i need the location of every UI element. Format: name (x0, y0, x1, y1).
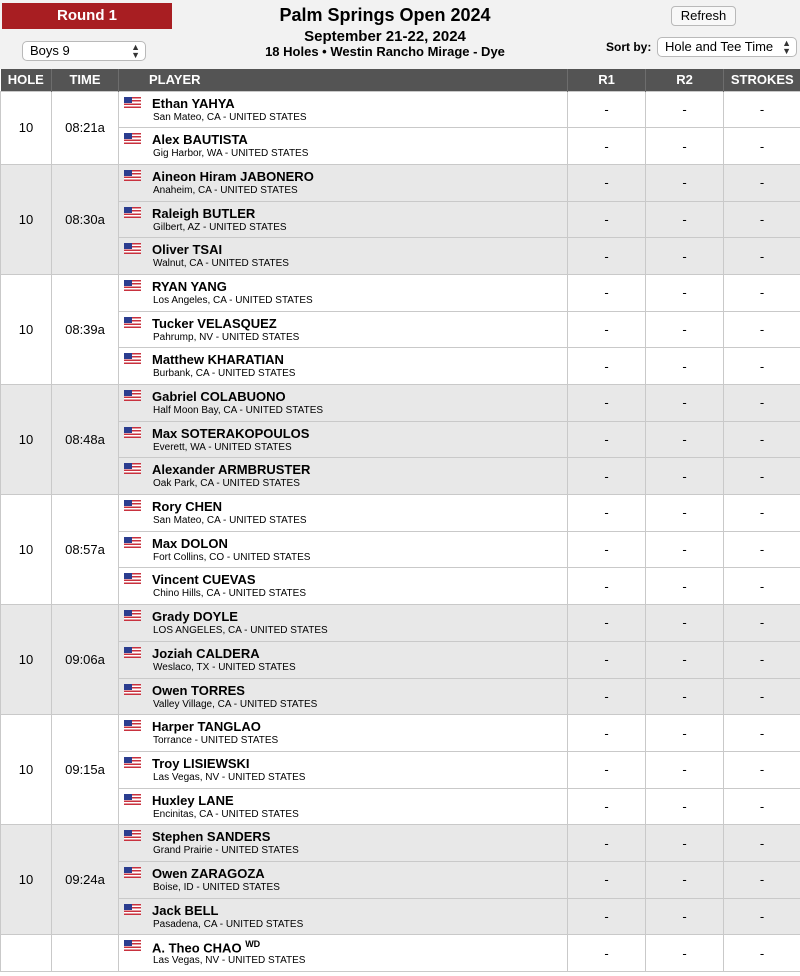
round-2-score: - (646, 458, 724, 495)
player-name[interactable]: Owen TORRES (152, 682, 245, 698)
player-name[interactable]: Jack BELL (152, 902, 219, 918)
player-name-wrap[interactable] (152, 793, 234, 808)
round-2-score: - (646, 495, 724, 532)
tee-time-cell: 08:48a (52, 385, 119, 495)
us-flag-icon (124, 720, 141, 731)
round-1-score: - (568, 788, 646, 825)
player-name-wrap[interactable] (152, 719, 261, 734)
round-1-score: - (568, 641, 646, 678)
tee-time-cell: 09:15a (52, 715, 119, 825)
player-cell (119, 128, 568, 165)
player-name[interactable]: A. Theo CHAO (152, 940, 242, 956)
round-2-score: - (646, 568, 724, 605)
round-2-score: - (646, 311, 724, 348)
player-location: Gilbert, AZ - UNITED STATES (153, 221, 287, 233)
player-cell (119, 531, 568, 568)
table-row (1, 274, 800, 311)
round-1-score: - (568, 715, 646, 752)
player-cell (119, 385, 568, 422)
strokes-total: - (724, 678, 800, 715)
table-row (1, 825, 800, 862)
refresh-button[interactable]: Refresh (671, 6, 736, 26)
strokes-total: - (724, 164, 800, 201)
player-location: San Mateo, CA - UNITED STATES (153, 111, 307, 123)
player-name-wrap[interactable] (152, 829, 270, 844)
us-flag-icon (124, 904, 141, 915)
player-name-wrap[interactable] (152, 572, 256, 587)
player-name[interactable]: Joziah CALDERA (152, 645, 260, 661)
us-flag-icon (124, 280, 141, 291)
strokes-total: - (724, 788, 800, 825)
us-flag-icon (124, 940, 141, 951)
tee-time-cell (52, 935, 119, 972)
player-cell (119, 421, 568, 458)
player-location: Pahrump, NV - UNITED STATES (153, 331, 300, 343)
strokes-total: - (724, 495, 800, 532)
player-cell (119, 164, 568, 201)
round-1-score: - (568, 898, 646, 935)
hole-cell: 10 (1, 385, 52, 495)
hole-cell: 10 (1, 605, 52, 715)
player-name[interactable]: Grady DOYLE (152, 609, 238, 625)
table-row (1, 751, 800, 788)
player-name-wrap[interactable] (152, 242, 222, 257)
player-name-wrap[interactable] (152, 939, 260, 955)
column-header-time[interactable]: TIME (52, 69, 119, 91)
round-2-score: - (646, 421, 724, 458)
player-name[interactable]: Gabriel COLABUONO (152, 389, 286, 404)
round-1-score: - (568, 201, 646, 238)
strokes-total: - (724, 751, 800, 788)
tournament-title: Palm Springs Open 2024 (279, 5, 491, 25)
round-1-score: - (568, 91, 646, 128)
hole-cell: 10 (1, 91, 52, 164)
round-2-score: - (646, 898, 724, 935)
round-1-score: - (568, 128, 646, 165)
player-cell (119, 348, 568, 385)
player-name[interactable]: Owen ZARAGOZA (152, 865, 265, 881)
player-cell (119, 568, 568, 605)
strokes-total: - (724, 274, 800, 311)
player-cell (119, 751, 568, 788)
player-location: Everett, WA - UNITED STATES (153, 441, 292, 453)
player-location: Pasadena, CA - UNITED STATES (153, 918, 304, 930)
player-name-wrap[interactable] (152, 462, 310, 477)
round-1-score: - (568, 825, 646, 862)
round-2-score: - (646, 605, 724, 642)
us-flag-icon (124, 867, 141, 878)
table-row (1, 385, 800, 422)
table-body (1, 91, 800, 972)
player-name[interactable]: Harper TANGLAO (152, 719, 261, 735)
player-location: Oak Park, CA - UNITED STATES (153, 478, 300, 490)
player-location: Half Moon Bay, CA - UNITED STATES (153, 405, 324, 416)
round-1-score: - (568, 531, 646, 568)
round-2-score: - (646, 201, 724, 238)
column-header-r1[interactable]: R1 (568, 69, 646, 91)
player-name-wrap[interactable] (152, 756, 250, 771)
course-info: 18 Holes • Westin Rancho Mirage - Dye (265, 44, 505, 59)
player-location: Torrance - UNITED STATES (153, 735, 279, 747)
round-1-score: - (568, 458, 646, 495)
us-flag-icon (124, 463, 141, 474)
tee-time-cell: 08:30a (52, 164, 119, 274)
table-row (1, 201, 800, 238)
player-cell (119, 861, 568, 898)
player-name-wrap[interactable] (152, 499, 222, 514)
select-chevron-icon: ▲ ▼ (131, 42, 140, 60)
strokes-total: - (724, 715, 800, 752)
player-name-wrap[interactable] (152, 609, 238, 624)
hole-cell: 10 (1, 715, 52, 825)
player-name-wrap[interactable] (152, 169, 314, 184)
player-cell (119, 311, 568, 348)
player-cell (119, 898, 568, 935)
round-1-score: - (568, 164, 646, 201)
strokes-total: - (724, 238, 800, 275)
column-header-r2[interactable]: R2 (646, 69, 724, 91)
player-name[interactable]: Oliver TSAI (152, 242, 223, 258)
player-cell (119, 605, 568, 642)
round-2-score: - (646, 91, 724, 128)
strokes-total: - (724, 861, 800, 898)
us-flag-icon (124, 170, 141, 181)
hole-cell: 10 (1, 825, 52, 935)
us-flag-icon (124, 427, 141, 438)
player-name-wrap[interactable] (152, 866, 265, 881)
select-chevron-icon: ▲ ▼ (782, 38, 791, 56)
player-location: Encinitas, CA - UNITED STATES (153, 808, 299, 820)
round-2-score: - (646, 128, 724, 165)
strokes-total: - (724, 825, 800, 862)
player-name[interactable]: Troy LISIEWSKI (152, 755, 250, 771)
round-1-score: - (568, 385, 646, 422)
page-header (0, 0, 800, 69)
round-2-score: - (646, 385, 724, 422)
player-location: Gig Harbor, WA - UNITED STATES (153, 148, 309, 160)
us-flag-icon (124, 243, 141, 254)
round-1-score: - (568, 605, 646, 642)
us-flag-icon (124, 500, 141, 511)
round-2-score: - (646, 274, 724, 311)
player-location: Valley Village, CA - UNITED STATES (153, 698, 318, 710)
round-2-score: - (646, 751, 724, 788)
us-flag-icon (124, 684, 141, 695)
player-name[interactable]: Stephen SANDERS (152, 829, 271, 845)
sort-select[interactable] (657, 37, 797, 57)
player-location: Anaheim, CA - UNITED STATES (153, 184, 298, 196)
column-header-strokes[interactable]: STROKES (724, 69, 800, 91)
us-flag-icon (124, 794, 141, 805)
strokes-total: - (724, 458, 800, 495)
strokes-total: - (724, 605, 800, 642)
us-flag-icon (124, 207, 141, 218)
player-name[interactable]: Alexander ARMBRUSTER (152, 462, 311, 478)
round-1-score: - (568, 861, 646, 898)
round-1-score: - (568, 274, 646, 311)
player-name-wrap[interactable] (152, 646, 260, 661)
player-cell (119, 788, 568, 825)
player-location: Chino Hills, CA - UNITED STATES (153, 588, 306, 600)
player-name-wrap[interactable] (152, 316, 277, 331)
player-location: Boise, ID - UNITED STATES (153, 881, 280, 893)
strokes-total: - (724, 935, 800, 972)
hole-cell: 10 (1, 495, 52, 605)
column-header-hole[interactable]: HOLE (1, 69, 52, 91)
division-select[interactable] (22, 41, 146, 61)
player-name[interactable]: Ethan YAHYA (152, 95, 235, 111)
us-flag-icon (124, 133, 141, 144)
player-cell (119, 495, 568, 532)
round-2-score: - (646, 825, 724, 862)
strokes-total: - (724, 568, 800, 605)
table-row (1, 568, 800, 605)
player-name[interactable]: Matthew KHARATIAN (152, 352, 284, 368)
player-name[interactable]: RYAN YANG (152, 278, 227, 294)
us-flag-icon (124, 647, 141, 658)
column-header-player[interactable]: PLAYER (119, 69, 568, 91)
table-row (1, 421, 800, 458)
table-row (1, 861, 800, 898)
strokes-total: - (724, 348, 800, 385)
division-select-value: Boys 9 (30, 43, 70, 58)
player-name[interactable]: Raleigh BUTLER (152, 205, 256, 221)
tee-time-cell: 08:21a (52, 91, 119, 164)
table-row (1, 898, 800, 935)
round-2-score: - (646, 678, 724, 715)
table-row (1, 715, 800, 752)
player-cell (119, 715, 568, 752)
player-cell (119, 91, 568, 128)
player-cell (119, 678, 568, 715)
strokes-total: - (724, 641, 800, 678)
hole-cell: 10 (1, 164, 52, 274)
strokes-total: - (724, 385, 800, 422)
player-name[interactable]: Tucker VELASQUEZ (152, 315, 277, 331)
table-row (1, 788, 800, 825)
player-name[interactable]: Max DOLON (152, 535, 228, 551)
table-row (1, 128, 800, 165)
strokes-total: - (724, 311, 800, 348)
player-cell (119, 641, 568, 678)
round-2-score: - (646, 238, 724, 275)
round-1-score: - (568, 311, 646, 348)
player-cell (119, 274, 568, 311)
player-location: Burbank, CA - UNITED STATES (153, 368, 296, 380)
table-row (1, 91, 800, 128)
table-row (1, 164, 800, 201)
table-row (1, 348, 800, 385)
round-2-score: - (646, 861, 724, 898)
player-name-wrap[interactable] (152, 426, 309, 441)
player-name-wrap[interactable] (152, 683, 245, 698)
tee-time-cell: 09:24a (52, 825, 119, 935)
player-cell (119, 458, 568, 495)
us-flag-icon (124, 390, 141, 401)
round-2-score: - (646, 935, 724, 972)
round-2-score: - (646, 531, 724, 568)
player-name[interactable]: Max SOTERAKOPOULOS (152, 425, 310, 441)
player-cell (119, 238, 568, 275)
hole-cell (1, 935, 52, 972)
player-name-wrap[interactable] (152, 352, 284, 367)
player-name-wrap[interactable] (152, 132, 248, 147)
us-flag-icon (124, 317, 141, 328)
table-row (1, 238, 800, 275)
round-2-score: - (646, 788, 724, 825)
player-cell (119, 201, 568, 238)
player-location: Las Vegas, NV - UNITED STATES (153, 955, 306, 967)
player-name-wrap[interactable] (152, 206, 255, 221)
player-name[interactable]: Alex BAUTISTA (152, 132, 248, 148)
sort-label: Sort by: (606, 40, 652, 54)
player-name-wrap[interactable] (152, 389, 286, 404)
table-row (1, 605, 800, 642)
tee-times-table (0, 69, 800, 972)
us-flag-icon (124, 830, 141, 841)
round-1-score: - (568, 678, 646, 715)
player-location: Walnut, CA - UNITED STATES (153, 258, 289, 270)
us-flag-icon (124, 97, 141, 108)
us-flag-icon (124, 757, 141, 768)
player-location: San Mateo, CA - UNITED STATES (153, 515, 307, 527)
player-cell (119, 935, 568, 972)
table-row (1, 641, 800, 678)
player-location: Los Angeles, CA - UNITED STATES (153, 294, 313, 306)
player-name-wrap[interactable] (152, 279, 227, 294)
strokes-total: - (724, 91, 800, 128)
round-1-score: - (568, 495, 646, 532)
strokes-total: - (724, 531, 800, 568)
table-header-row (1, 69, 800, 91)
round-1-score: - (568, 751, 646, 788)
sort-select-value: Hole and Tee Time (665, 39, 774, 54)
round-1-score: - (568, 348, 646, 385)
round-2-score: - (646, 164, 724, 201)
tee-time-cell: 08:39a (52, 274, 119, 384)
round-2-score: - (646, 715, 724, 752)
round-1-score: - (568, 568, 646, 605)
strokes-total: - (724, 128, 800, 165)
table-row (1, 458, 800, 495)
round-2-score: - (646, 641, 724, 678)
round-2-score: - (646, 348, 724, 385)
player-location: LOS ANGELES, CA - UNITED STATES (153, 625, 328, 637)
player-name[interactable]: Huxley LANE (152, 792, 234, 808)
hole-cell: 10 (1, 274, 52, 384)
table-row (1, 678, 800, 715)
player-name-wrap[interactable] (152, 536, 228, 551)
player-name-wrap[interactable] (152, 96, 235, 111)
us-flag-icon (124, 610, 141, 621)
us-flag-icon (124, 573, 141, 584)
round-1-score: - (568, 935, 646, 972)
tee-time-cell: 09:06a (52, 605, 119, 715)
us-flag-icon (124, 353, 141, 364)
player-location: Fort Collins, CO - UNITED STATES (153, 551, 311, 563)
strokes-total: - (724, 898, 800, 935)
round-1-score: - (568, 238, 646, 275)
round-badge[interactable]: Round 1 (2, 3, 172, 29)
player-location: Weslaco, TX - UNITED STATES (153, 661, 296, 673)
status-badge: WD (245, 939, 261, 950)
player-name[interactable]: Vincent CUEVAS (152, 572, 256, 588)
tournament-dates: September 21-22, 2024 (304, 28, 466, 45)
tee-time-cell: 08:57a (52, 495, 119, 605)
table-row (1, 495, 800, 532)
strokes-total: - (724, 201, 800, 238)
player-location: Grand Prairie - UNITED STATES (153, 845, 299, 857)
player-name[interactable]: Rory CHEN (152, 499, 223, 515)
player-cell (119, 825, 568, 862)
player-location: Las Vegas, NV - UNITED STATES (153, 771, 306, 783)
strokes-total: - (724, 421, 800, 458)
round-1-score: - (568, 421, 646, 458)
table-row (1, 531, 800, 568)
us-flag-icon (124, 537, 141, 548)
player-name[interactable]: Aineon Hiram JABONERO (152, 168, 314, 184)
table-row (1, 935, 800, 972)
table-row (1, 311, 800, 348)
player-name-wrap[interactable] (152, 903, 218, 918)
